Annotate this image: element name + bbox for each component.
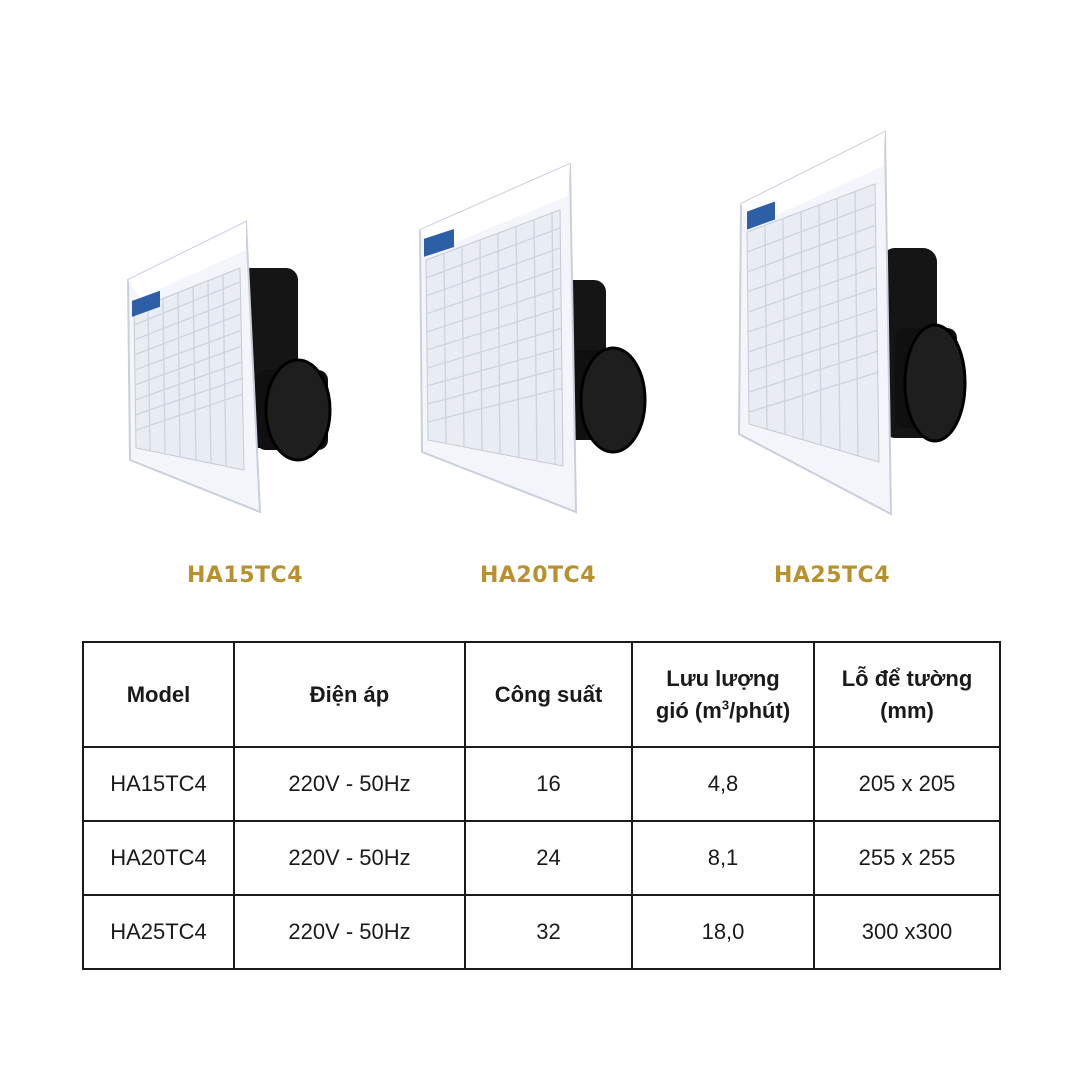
table-row [83,821,1000,895]
header-model: Model [83,642,234,747]
table-header-row [83,642,1000,747]
cell-airflow: 18,0 [632,895,814,969]
ventilation-fan-icon [735,128,975,518]
header-airflow [632,642,814,747]
cell-airflow: 8,1 [632,821,814,895]
header-hole-line1: Lỗ để tường [841,665,973,691]
cell-voltage: 220V - 50Hz [234,895,465,969]
cell-airflow: 4,8 [632,747,814,821]
table-row [83,747,1000,821]
header-airflow-prefix: gió (m [655,697,722,723]
ventilation-fan-icon [408,160,648,520]
header-hole [814,642,1000,747]
cell-hole: 300 x300 [814,895,1000,969]
header-voltage: Điện áp [234,642,465,747]
product-label-2: HA20TC4 [479,563,596,588]
fan-image-ha20tc4 [408,160,648,520]
ventilation-fan-icon [118,220,343,520]
cell-power: 32 [465,895,632,969]
cell-model: HA20TC4 [83,821,234,895]
cell-power: 24 [465,821,632,895]
cell-voltage: 220V - 50Hz [234,747,465,821]
cell-power: 16 [465,747,632,821]
product-label-3: HA25TC4 [773,563,890,588]
cell-model: HA15TC4 [83,747,234,821]
header-airflow-line1: Lưu lượng [666,665,780,691]
table-row [83,895,1000,969]
cell-voltage: 220V - 50Hz [234,821,465,895]
spec-table [82,641,1001,970]
fan-image-ha15tc4 [118,220,343,520]
header-power: Công suất [465,642,632,747]
cell-hole: 205 x 205 [814,747,1000,821]
fan-image-ha25tc4 [735,128,975,518]
header-airflow-sup: 3 [721,697,730,713]
header-airflow-suffix: /phút) [729,697,791,723]
cell-hole: 255 x 255 [814,821,1000,895]
product-label-1: HA15TC4 [186,563,303,588]
cell-model: HA25TC4 [83,895,234,969]
header-hole-line2: (mm) [880,697,934,723]
